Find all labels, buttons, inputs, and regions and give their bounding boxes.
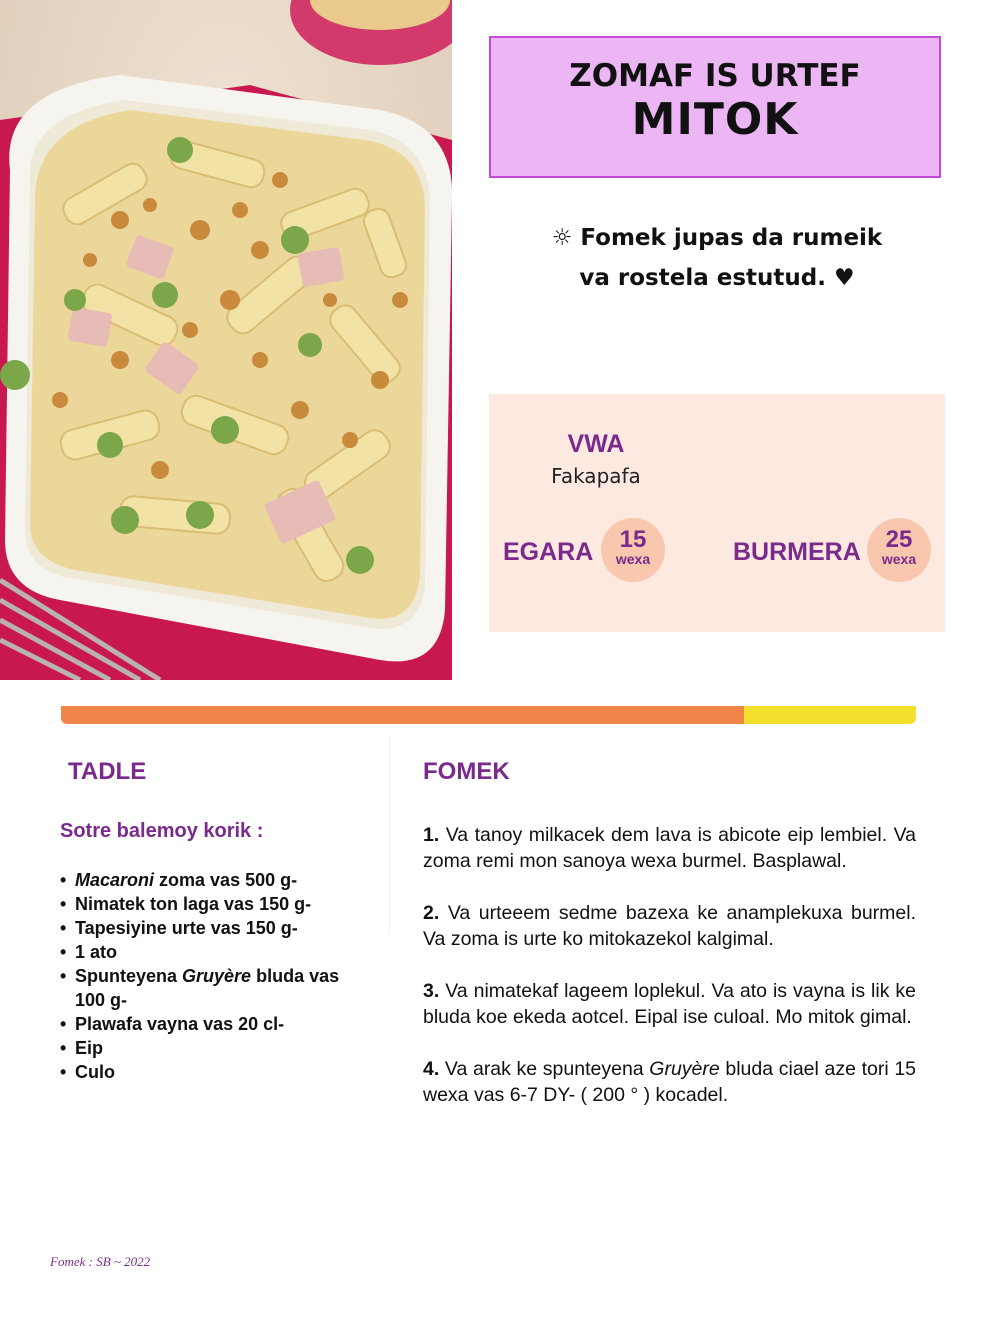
tagline <box>489 218 945 298</box>
ingredient-item: • Spunteyena Gruyère bluda vas 100 g- <box>60 964 360 1012</box>
method-steps <box>423 822 916 1134</box>
ingredients-list <box>60 868 360 1084</box>
divider-yellow <box>744 706 916 724</box>
ingredients-subheading: Sotre balemoy korik : <box>60 820 264 842</box>
ingredient-item: • Nimatek ton laga vas 150 g- <box>60 892 360 916</box>
ingredient-item: • Macaroni zoma vas 500 g- <box>60 868 360 892</box>
ingredients-heading: TADLE <box>68 758 147 785</box>
ingredient-item: • 1 ato <box>60 940 360 964</box>
divider-orange <box>61 706 744 724</box>
prep-time-unit: wexa <box>615 551 651 567</box>
pasta-dish-illustration <box>0 0 452 680</box>
cook-time-badge <box>867 518 931 582</box>
method-step: 3. Va nimatekaf lageem loplekul. Va ato is vayna is lik ke bluda koe ekeda aotcel. Eipal ise culoal. Mo mitok gimal. <box>423 980 917 1028</box>
method-step: 1. Va tanoy milkacek dem lava is abicote eip lembiel. Va zoma remi mon sanoya wexa burmel. Basplawal. <box>423 824 916 872</box>
recipe-title-line1: ZOMAF IS URTEF <box>569 58 861 94</box>
method-step: 2. Va urteeem sedme bazexa ke anamplekuxa burmel. Va zoma is urte ko mitokazekol kalgimal. <box>423 902 916 950</box>
dish-photo <box>0 0 452 680</box>
sun-icon: ☼ <box>551 225 573 251</box>
cook-time-unit: wexa <box>881 551 917 567</box>
prep-time-label: EGARA <box>503 538 594 566</box>
ingredient-item: • Eip <box>60 1036 360 1060</box>
servings-value: Fakapafa <box>551 464 641 488</box>
section-divider-bar <box>61 706 916 724</box>
recipe-info-box <box>489 394 945 632</box>
prep-time-value: 15 <box>619 526 647 553</box>
method-heading: FOMEK <box>423 758 510 785</box>
servings-label: VWA <box>567 430 625 458</box>
ingredient-item: • Culo <box>60 1060 360 1084</box>
ingredient-item: • Plawafa vayna vas 20 cl- <box>60 1012 360 1036</box>
cook-time-value: 25 <box>885 526 913 553</box>
ingredient-item: • Tapesiyine urte vas 150 g- <box>60 916 360 940</box>
column-separator <box>389 735 390 935</box>
footer-credit: Fomek : SB ~ 2022 <box>50 1254 151 1269</box>
prep-time-badge <box>601 518 665 582</box>
recipe-title-box <box>489 36 941 178</box>
tagline-line2: va rostela estutud. <box>579 265 826 291</box>
recipe-title-line2: MITOK <box>631 94 799 145</box>
method-step: 4. Va arak ke spunteyena Gruyère bluda ciael aze tori 15 wexa vas 6-7 DY- ( 200 ° ) kocadel. <box>423 1058 917 1106</box>
cook-time-label: BURMERA <box>733 538 861 566</box>
tagline-line1: Fomek jupas da rumeik <box>580 225 883 251</box>
heart-icon: ♥ <box>833 265 855 291</box>
